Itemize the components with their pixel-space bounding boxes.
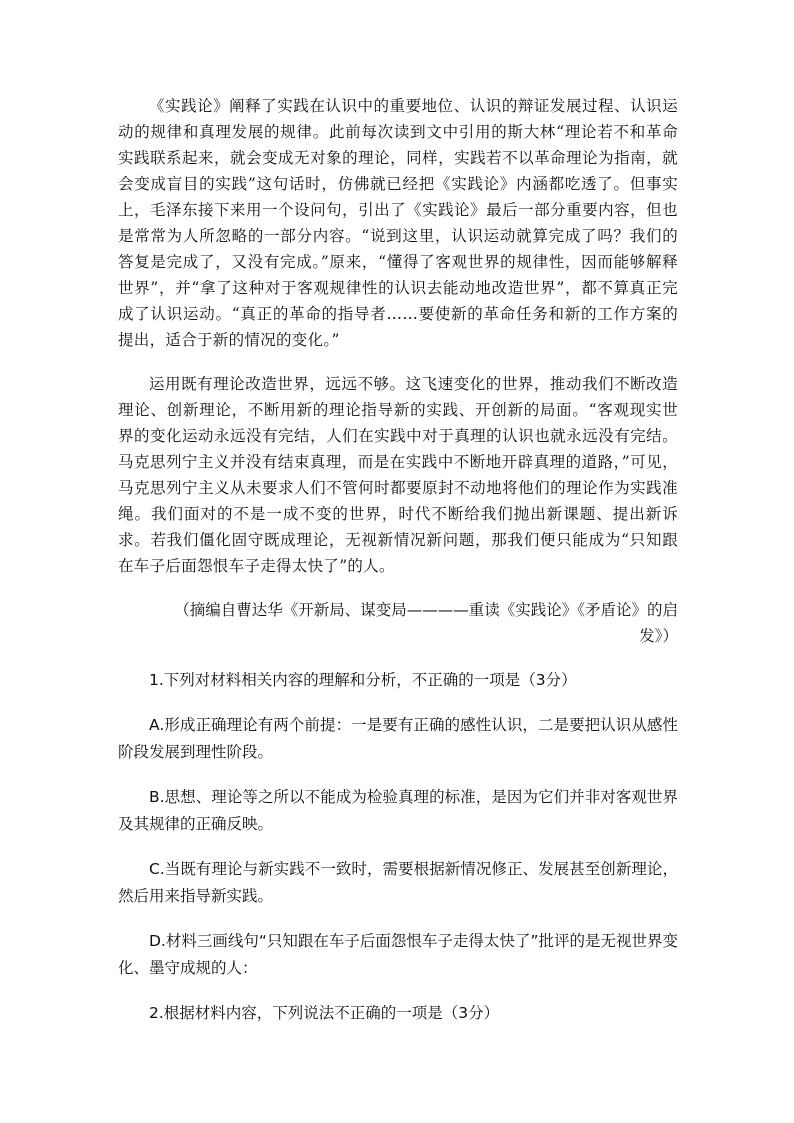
question-1-option-d: D.材料三画线句“只知跟在车子后面怨恨车子走得太快了”批评的是无视世界变化、墨守成规的人： [118, 932, 678, 977]
question-1-option-b: B.思想、理论等之所以不能成为检验真理的标准，是因为它们并非对客观世界及其规律的正确反映。 [118, 788, 678, 833]
document-body [118, 93, 678, 1045]
passage-source: （摘编自曹达华《开新局、谋变局————重读《实践论》《矛盾论》的启发》） [174, 601, 678, 645]
question-1-stem: 1.下列对材料相关内容的理解和分析，不正确的一项是（3分） [149, 671, 577, 689]
passage-paragraph-1: 《实践论》阐释了实践在认识中的重要地位、认识的辩证发展过程、认识运动的规律和真理发展的规律。此前每次读到文中引用的斯大林“理论若不和革命实践联系起来，就会变成无对象的理论，同样，实践若不以革命理论为指南，就会变成盲目的实践”这句话时，仿佛就已经把《实践论》内涵都吃透了。但事实上，毛泽东接下来用一个设问句，引出了《实践论》最后一部分重要内容，但也是常常为人所忽略的一部分内容。“说到这里，认识运动就算完成了吗？我们的答复是完成了，又没有完成。”原来，“懂得了客观世界的规律性，因而能够解释世界”，并“拿了这种对于客观规律性的认识去能动地改造世界”，都不算真正完成了认识运动。“真正的革命的指导者……要使新的革命任务和新的工作方案的提出，适合于新的情况的变化。” [118, 97, 678, 349]
question-1-option-a: A.形成正确理论有两个前提：一是要有正确的感性认识，二是要把认识从感性阶段发展到理性阶段。 [118, 716, 678, 761]
question-2-stem: 2.根据材料内容，下列说法不正确的一项是（3分） [149, 1004, 500, 1022]
question-1-option-c: C.当既有理论与新实践不一致时，需要根据新情况修正、发展甚至创新理论，然后用来指导新实践。 [118, 860, 678, 905]
passage-paragraph-2: 运用既有理论改造世界，远远不够。这飞速变化的世界，推动我们不断改造理论、创新理论，不断用新的理论指导新的实践、开创新的局面。“客观现实世界的变化运动永远没有完结，人们在实践中对于真理的认识也就永远没有完结。马克思列宁主义并没有结束真理，而是在实践中不断地开辟真理的道路，”可见，马克思列宁主义从未要求人们不管何时都要原封不动地将他们的理论作为实践准绳。我们面对的不是一成不变的世界，时代不断给我们抛出新课题、提出新诉求。若我们僵化固守既成理论，无视新情况新问题，那我们便只能成为“只知跟在车子后面怨恨车子走得太快了”的人。 [118, 375, 678, 575]
